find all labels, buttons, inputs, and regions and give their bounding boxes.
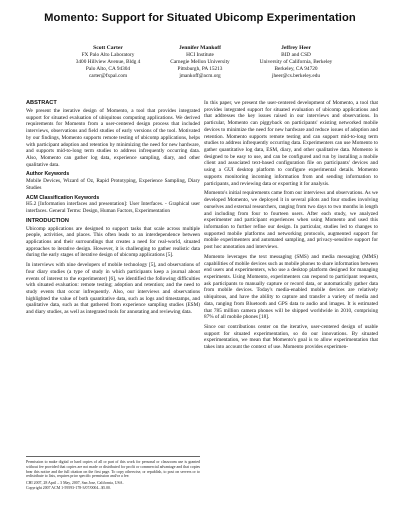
introduction-paragraph: In interviews with nine developers of mobile technology [5], and observations of four diary studies (a type of study in which participants keep a journal about events of interest to the experimenter) [6], we identified the following difficulties with situated evaluation: remote testing; adoption and retention; and the need to study events that occur infrequently. Also, our interviews and observations highlighted the value of both quantitative data, such as logs and timestamps, and qualitative data, such as that gathered from experience sampling studies (ESM) and diary studies, as well as integrated tools for annotating and reviewing data. — [26, 262, 200, 316]
author-name: Jennifer Mankoff — [178, 45, 221, 51]
author-affiliation: HCI Institute — [186, 51, 214, 58]
acm-classification-heading: ACM Classification Keywords — [26, 194, 100, 201]
abstract-heading: ABSTRACT — [26, 100, 57, 106]
author-address: Berkeley, CA 94720 — [274, 65, 318, 72]
conference-line: CHI 2007, 28 April – 3 May, 2007, San Jose, California, USA. — [26, 481, 124, 486]
author-address: Palo Alto, CA 94304 — [85, 65, 131, 72]
body-paragraph: In this paper, we present the user-centered development of Momento, a tool that provides integrated support for situated evaluation of ubicomp applications and that addresses the key issues raised in our interviews and observations. In particular, Momento can piggyback on participants' existing networked mobile devices to minimize the need for new hardware and reduce issues of adoption and retention. Momento supports remote testing and can support mid-to-long term studies to address infrequently occurring data. Experimenters can use Momento to gather quantitative log data, ESM, diary, and other qualitative data. Momento is designed to be easy to use, and can be configured and run by installing a mobile client and associated text-based configuration file on participants' devices and using a GUI desktop platform to configure experimental details. Momento supports monitoring incoming information from and sending information to participants, and reviewing data or exporting it for analysis. — [204, 100, 378, 187]
paper-title: Momento: Support for Situated Ubicomp Experimentation — [44, 12, 356, 24]
author-email: carter@fxpal.com — [88, 72, 128, 79]
body-paragraph: Momento's initial requirements came from our interviews and observations. As we developed Momento, we deployed it in several pilots and four studies involving ourselves and external researchers, ranging from two days to two months in length and including from four to fourteen users. After each study, we analyzed experimenter and participant experiences when using Momento and used this information to further refine our design. In particular, studies led to changes to supported mobile platforms and networking protocols, augmented support for mobile experimenters and automated sampling, and privacy-sensitive support for post hoc annotation and interviews. — [204, 190, 378, 251]
body-paragraph: Momento leverages the text messaging (SMS) and media messaging (MMS) capabilities of mobile devices such as mobile phones to share information between end users and experimenters, who use a desktop platform designed for managing experiments. Using Momento, experimenters can respond to participant requests, ask participants to manually capture or record data, or automatically gather data from mobile devices. Today's media-enabled mobile devices are relatively ubiquitous, and have the ability to capture and transfer a variety of media and data, ranging from Bluetooth and GPS data to audio and images. It is estimated that 785 million camera phones will be shipped worldwide in 2010, comprising 87% of all mobile phones [18]. — [204, 253, 378, 321]
introduction-paragraph: Ubicomp applications are designed to support tasks that scale across multiple people, activities, and places. This often leads to an interdependence between applications and their surroundings that creates a need for real-world, situated approaches to iterative design. However, it is challenging to gather realistic data during the early stages of iterative design of ubicomp applications [5]. — [26, 225, 200, 259]
body-paragraph: Since our contributions center on the iterative, user-centered design of usable support for situated experimentation, so do our innovations. By situated experimentation, we mean that Momento's goal is to allow experimentation that takes into account the context of use. Momento provides experimen- — [204, 324, 378, 351]
author-name: Jeffrey Heer — [281, 45, 311, 51]
introduction-heading: INTRODUCTION — [26, 217, 69, 224]
author-email: jmankoff@acm.org — [179, 72, 221, 79]
author-address: Carnegie Mellon University — [170, 58, 230, 65]
author-address: Pittsburgh, PA 15213 — [177, 65, 223, 72]
copyright-footnote — [26, 456, 200, 491]
author-block — [0, 45, 400, 93]
right-column — [204, 100, 378, 510]
permission-notice: Permission to make digital or hard copies of all or part of this work for personal or classroom use is granted without fee provided that copies are not made or distributed for profit or commercial advantage and that copies bear this notice and the full citation on the first page. To copy otherwise, or republish, to post on servers or to redistribute to lists, requires prior specific permission and/or a fee. — [26, 460, 200, 479]
author-address: University of California, Berkeley — [259, 58, 333, 65]
author-affiliation: FX Palo Alto Laboratory — [81, 51, 135, 58]
author-affiliation: BID and CSD — [281, 51, 311, 58]
keywords-heading: Author Keywords — [26, 171, 70, 178]
author-name: Scott Carter — [93, 45, 123, 51]
acm-classification-text: H5.2 [Information interfaces and presentation]: User Interfaces. - Graphical user interfaces. General Terms: Design, Human Factors, Experimentation — [26, 201, 200, 214]
author-email: jheer@cs.berkeley.edu — [271, 72, 321, 79]
abstract-text: We present the iterative design of Momento, a tool that provides integrated support for situated evaluation of ubiquitous computing applications. We derived requirements for Momento from a user-centered design process that included interviews, observations and field studies of early versions of the tool. Motivated by our findings, Momento supports remote testing of ubicomp applications, helps with participant adoption and retention by minimizing the need for new hardware, and supports mid-to-long term studies to address infrequently occurring data. Also, Momento can gather log data, experience sampling, diary, and other qualitative data. — [26, 108, 200, 168]
keywords-text: Mobile Devices, Wizard of Oz, Rapid Prototyping, Experience Sampling, Diary Studies — [26, 178, 200, 191]
left-column — [26, 100, 200, 488]
author-address: 3400 Hillview Avenue, Bldg 4 — [75, 58, 141, 65]
author-3 — [236, 45, 356, 80]
copyright-line: Copyright 2007 ACM 1-59593-178-3/07/0004...$5.00. — [26, 485, 111, 490]
